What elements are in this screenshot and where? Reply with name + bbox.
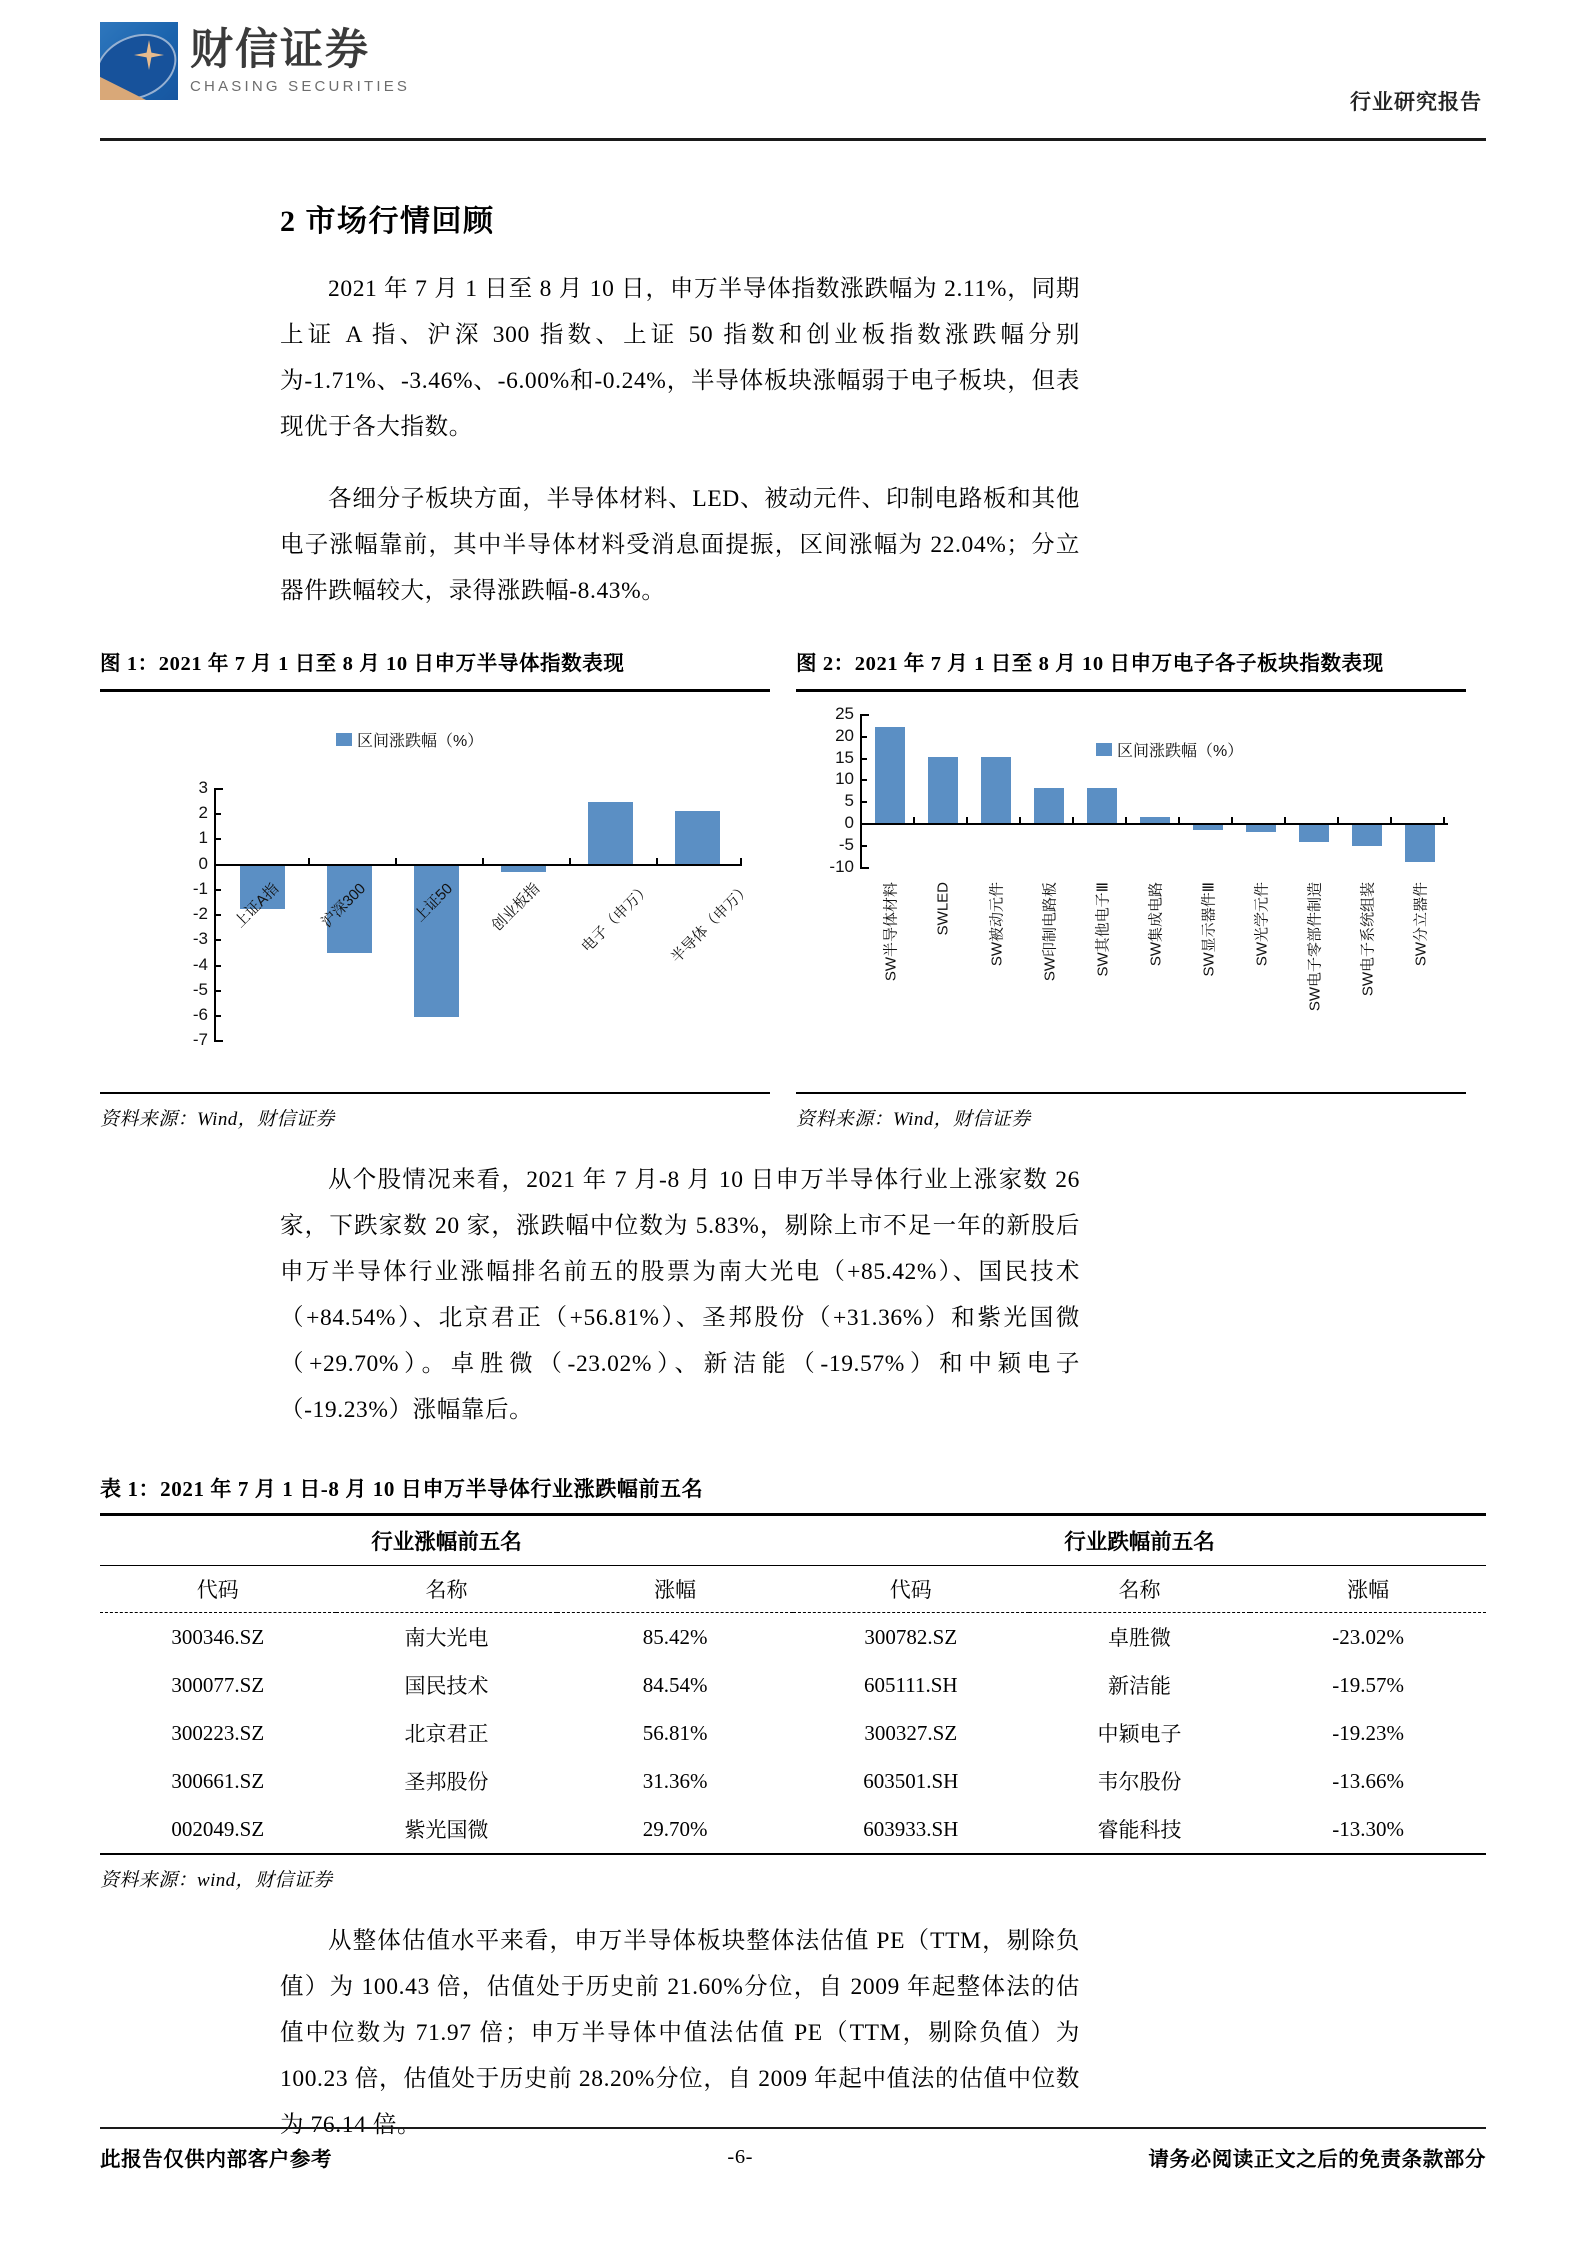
cell-code-gainer: 300346.SZ [171,1624,265,1649]
chart-2-axis-cap-top [860,714,869,716]
chart-2-ytick: 25 [835,704,854,723]
chart-2-bar-led [928,757,958,823]
cell-code-loser: 300782.SZ [864,1624,958,1649]
table-column-header-row [100,1566,1486,1613]
cell-change-gainer: 84.54% [642,1672,708,1697]
page-number: -6- [727,2145,754,2168]
paragraph-market-review-2: 各细分子板块方面，半导体材料、LED、被动元件、印制电路板和其他电子涨幅靠前，其中半导体材料受消息面提振，区间涨幅为 22.04%；分立器件跌幅较大，录得涨跌幅-8.43%。 [280,486,1080,604]
chart-1-x-tick [569,858,571,866]
cell-change-gainer: 56.81% [642,1720,708,1745]
chart-2-y-minor-tick [860,736,867,738]
header-divider [100,138,1486,141]
chart-1-ytick: -7 [192,1030,208,1049]
chart-2-ytick: 0 [844,813,854,832]
table-1-caption: 表 1：2021 年 7 月 1 日-8 月 10 日申万半导体行业涨跌幅前五名 [100,1477,704,1501]
chart-2-bar-system-assembly [1352,825,1382,846]
chart-2-xlabel: SW显示器件Ⅲ [1200,882,1218,977]
chart-1-legend [336,728,483,751]
cell-name-loser: 新洁能 [1107,1674,1171,1698]
chart-2-x-tick [1019,817,1021,824]
chart-2-axis-cap-bottom [860,867,869,869]
cell-change-gainer: 31.36% [642,1768,708,1793]
page-content [100,160,1486,2148]
chart-1-x-tick [395,858,397,866]
cell-change-loser: -19.57% [1332,1672,1405,1697]
table-body [100,1613,1486,1855]
chart-2-xlabel: SW其他电子Ⅲ [1094,882,1112,977]
footer-divider [100,2127,1486,2129]
cell-code-gainer: 002049.SZ [171,1816,265,1841]
chart-2-y-minor-tick [860,779,867,781]
chart-2 [796,692,1466,1092]
chart-2-xlabel: SWLED [934,882,952,936]
table-row [100,1661,1486,1709]
cell-code-loser: 605111.SH [864,1672,958,1697]
table-row [100,1805,1486,1854]
chart-2-bar-other-electronics [1087,788,1117,823]
table-group-header-row [100,1515,1486,1566]
chart-1-x-tick [656,858,658,866]
chart-1-ytick: 2 [198,803,208,822]
chart-1-y-minor-tick [214,813,221,815]
chart-1-ytick: 0 [198,854,208,873]
table-group-header-gainers: 行业涨幅前五名 [100,1515,793,1566]
chart-1-ytick: -5 [192,980,208,999]
chart-1-x-tick [482,858,484,866]
cell-code-gainer: 300661.SZ [171,1768,265,1793]
chart-1-legend-label: 区间涨跌幅（%） [357,733,484,750]
report-type-label: 行业研究报告 [1350,90,1482,114]
chart-2-x-tick [966,817,968,824]
chart-2-xlabel: SW电子系统组装 [1359,882,1377,997]
chart-1-ytick: 3 [198,778,208,797]
chart-2-bar-discrete-devices [1405,825,1435,862]
chart-1-xlabel: 沪深300 [318,880,370,932]
chart-2-legend [1096,738,1243,761]
table-row [100,1709,1486,1757]
cell-change-loser: -19.23% [1332,1720,1405,1745]
chart-1-y-minor-tick [214,838,221,840]
chart-2-y-minor-tick [860,845,867,847]
chart-1-bar-semiconductor [675,811,720,864]
chart-1-axis-cap-top [214,788,223,790]
chart-2-ytick: 10 [835,769,854,788]
table-col-name-gainers: 名称 [336,1566,558,1613]
table-col-change-gainers: 涨幅 [557,1566,793,1613]
figure-2-caption: 图 2：2021 年 7 月 1 日至 8 月 10 日申万电子各子板块指数表现 [796,653,1384,675]
cell-name-gainer: 紫光国微 [404,1818,489,1842]
chart-2-x-tick [1390,817,1392,824]
chart-1-y-minor-tick [214,939,221,941]
legend-swatch-icon [336,733,352,746]
chart-1-bar-chinext [501,866,546,872]
legend-swatch-icon [1096,743,1112,756]
chart-1-x-tick [740,858,742,866]
cell-code-loser: 603933.SH [863,1816,959,1841]
footer-left-note: 此报告仅供内部客户参考 [100,2149,333,2171]
table-row [100,1757,1486,1805]
chart-2-xlabel: SW光学元件 [1253,882,1271,967]
chart-1-xlabel: 上证50 [411,880,457,926]
chart-2-bar-display-devices [1193,825,1223,830]
logo-english-name: CHASING SECURITIES [190,77,411,95]
chart-1-xlabel: 半导体（申万） [667,880,755,967]
chart-2-legend-label: 区间涨跌幅（%） [1117,743,1244,760]
page-header [0,0,1586,140]
chart-2-y-minor-tick [860,801,867,803]
table-col-change-losers: 涨幅 [1250,1566,1486,1613]
company-logo [100,22,410,100]
chart-2-bar-semiconductor-materials [875,727,905,823]
chart-1-ytick: -4 [192,955,208,974]
chart-1-ytick: -1 [192,879,208,898]
chart-1-axis-cap-bottom [214,1040,223,1042]
chart-2-ytick: 20 [835,726,854,745]
chart-2-ytick: 5 [844,791,854,810]
cell-change-gainer: 29.70% [642,1816,708,1841]
chart-2-xlabel: SW印制电路板 [1041,882,1059,982]
chart-2-xlabel: SW电子零部件制造 [1306,882,1324,1012]
chart-2-xlabel: SW被动元件 [988,882,1006,967]
footer-right-note: 请务必阅读正文之后的免责条款部分 [1148,2149,1486,2171]
table-group-header-losers: 行业跌幅前五名 [793,1515,1486,1566]
chart-1-y-minor-tick [214,889,221,891]
chart-1-y-minor-tick [214,965,221,967]
figure-2-source: 资料来源：Wind，财信证券 [796,1109,1031,1130]
figure-row [100,648,1486,1131]
chart-2-x-tick [1072,817,1074,824]
chart-2-ytick: 15 [835,748,854,767]
chart-2-ytick: -10 [829,857,854,876]
cell-change-loser: -23.02% [1332,1624,1405,1649]
chart-2-x-tick [1178,817,1180,824]
figure-2 [796,648,1466,1131]
table-row [100,1613,1486,1662]
figure-2-chart-area [796,689,1466,1094]
chart-2-x-tick [1284,817,1286,824]
section-heading: 2 市场行情回顾 [280,205,495,238]
cell-code-loser: 603501.SH [863,1768,959,1793]
cell-name-loser: 睿能科技 [1097,1818,1182,1842]
chart-2-xlabel: SW集成电路 [1147,882,1165,967]
cell-code-gainer: 300077.SZ [171,1672,265,1697]
chart-1-x-tick [308,858,310,866]
table-col-code-gainers: 代码 [100,1566,336,1613]
chart-2-x-tick [913,817,915,824]
cell-name-loser: 中颖电子 [1097,1722,1182,1746]
logo-chinese-name: 财信证券 [190,25,370,74]
figure-1-source: 资料来源：Wind，财信证券 [100,1109,335,1130]
chart-1-xlabel: 上证A指 [231,880,283,932]
chart-1-ytick: -6 [192,1005,208,1024]
chart-1-y-minor-tick [214,914,221,916]
paragraph-stock-performance: 从个股情况来看，2021 年 7 月-8 月 10 日申万半导体行业上涨家数 26 家，下跌家数 20 家，涨跌幅中位数为 5.83%，剔除上市不足一年的新股后申万半导体行业涨幅排名前五的股票为南大光电（+85.42%）、国民技术（+84.54%）、北京君正（+56.81%）、圣邦股份（+31.36%）和紫光国微（+29.70%）。卓胜微（-23.02%）、新洁能（-19.57%）和中颖电子（-19.23%）涨幅靠后。 [280,1167,1080,1423]
table-1 [100,1513,1486,1855]
cell-code-loser: 300327.SZ [864,1720,958,1745]
chart-2-bar-pcb [1034,788,1064,823]
chart-2-ytick: -5 [838,835,854,854]
figure-1-chart-area [100,689,770,1094]
cell-change-loser: -13.30% [1332,1816,1405,1841]
figure-1 [100,648,770,1131]
chart-1-ytick: 1 [198,828,208,847]
paragraph-market-review-1: 2021 年 7 月 1 日至 8 月 10 日，申万半导体指数涨跌幅为 2.11%，同期上证 A 指、沪深 300 指数、上证 50 指数和创业板指数涨跌幅分别为-1.71%、-3.46%、-6.00%和-0.24%，半导体板块涨幅弱于电子板块，但表现优于各大指数。 [280,276,1080,440]
cell-code-gainer: 300223.SZ [171,1720,265,1745]
chart-1-bar-electronics [588,802,633,864]
chart-2-bar-integrated-circuits [1140,817,1170,823]
cell-name-gainer: 南大光电 [404,1626,489,1650]
logo-mark-icon [100,22,178,100]
chart-1 [100,692,770,1092]
table-col-code-losers: 代码 [793,1566,1029,1613]
chart-2-y-minor-tick [860,758,867,760]
cell-name-gainer: 国民技术 [404,1674,489,1698]
table-col-name-losers: 名称 [1029,1566,1251,1613]
chart-1-xlabel: 创业板指 [488,880,544,935]
cell-name-gainer: 圣邦股份 [404,1770,489,1794]
chart-2-xlabel: SW分立器件 [1412,882,1430,967]
chart-1-y-minor-tick [214,1015,221,1017]
cell-change-loser: -13.66% [1332,1768,1405,1793]
chart-1-ytick: -2 [192,904,208,923]
chart-2-x-tick [1125,817,1127,824]
figure-1-caption: 图 1：2021 年 7 月 1 日至 8 月 10 日申万半导体指数表现 [100,653,625,675]
chart-2-x-tick [1443,817,1445,824]
chart-1-xlabel: 电子（申万） [578,880,655,956]
chart-1-y-minor-tick [214,990,221,992]
cell-change-gainer: 85.42% [642,1624,708,1649]
table-1-source: 资料来源：wind，财信证券 [100,1870,333,1891]
chart-2-bar-passive-components [981,757,1011,823]
page-footer [100,2127,1486,2172]
chart-2-xlabel: SW半导体材料 [882,882,900,982]
chart-1-zero-line [214,864,742,866]
chart-2-x-tick [1337,817,1339,824]
chart-1-ytick: -3 [192,929,208,948]
chart-2-bar-optical-components [1246,825,1276,832]
chart-2-bar-component-manufacturing [1299,825,1329,842]
cell-name-gainer: 北京君正 [404,1722,489,1746]
cell-name-loser: 卓胜微 [1107,1626,1171,1650]
chart-2-x-tick [1231,817,1233,824]
paragraph-valuation: 从整体估值水平来看，申万半导体板块整体法估值 PE（TTM，剔除负值）为 100.43 倍，估值处于历史前 21.60%分位，自 2009 年起整体法的估值中位数为 71.97 倍；申万半导体中值法估值 PE（TTM，剔除负值）为 100.23 倍，估值处于历史前 28.20%分位，自 2009 年起中值法的估值中位数为 76.14 倍。 [280,1928,1080,2138]
cell-name-loser: 韦尔股份 [1097,1770,1182,1794]
